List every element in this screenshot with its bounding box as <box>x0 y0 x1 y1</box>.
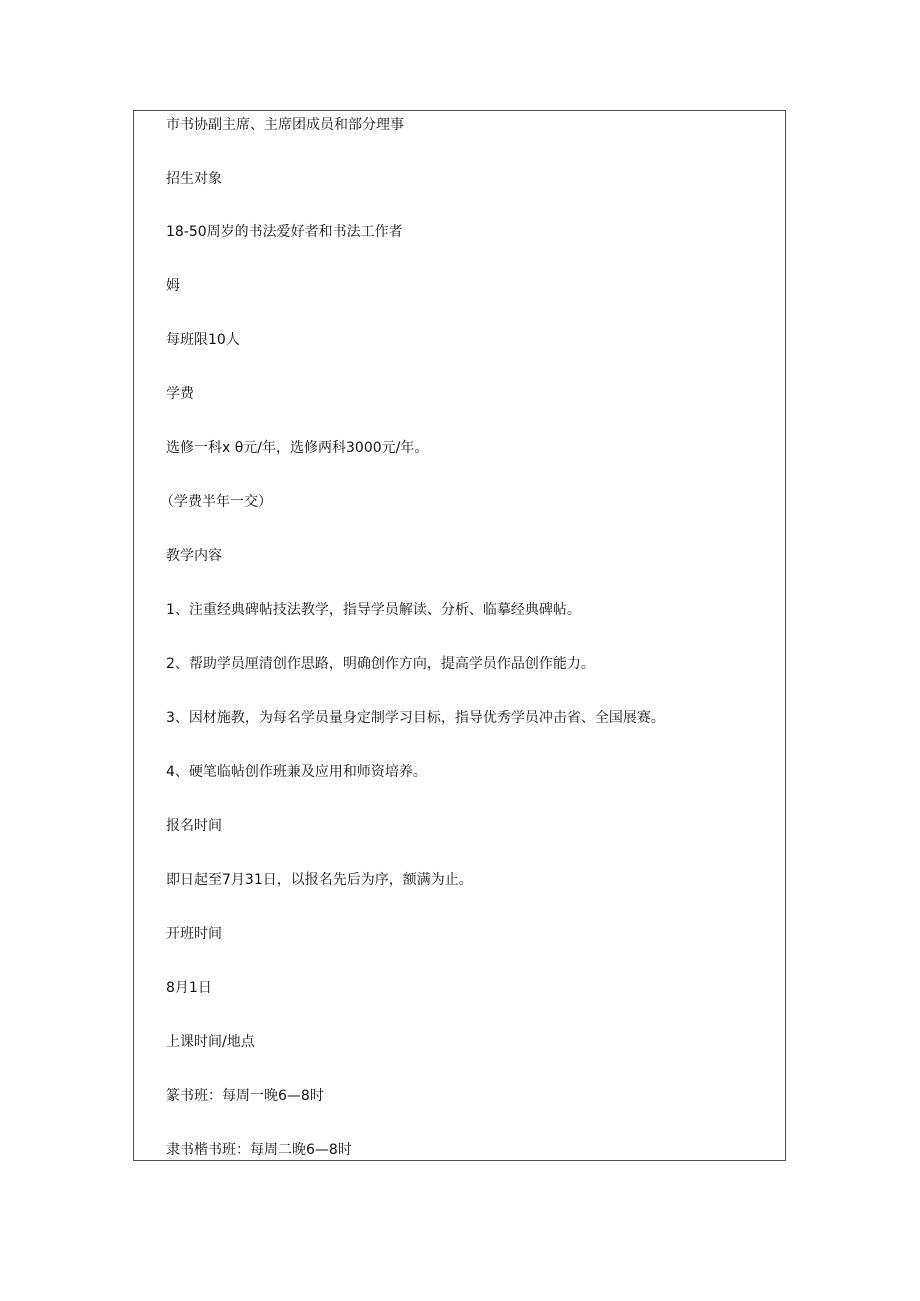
line-seal-script-class: 篆书班：每周一晚6—8时 <box>166 1088 324 1104</box>
line-stray-character: 姆 <box>166 278 180 294</box>
line-start-date: 8月1日 <box>166 980 212 996</box>
line-tuition-note: （学费半年一交） <box>160 494 272 510</box>
line-class-limit: 每班限10人 <box>166 332 240 348</box>
document-frame <box>133 110 786 1161</box>
teaching-item-3: 3、因材施教，为每名学员量身定制学习目标，指导优秀学员冲击省、全国展赛。 <box>166 710 665 726</box>
line-council-members: 市书协副主席、主席团成员和部分理事 <box>166 117 404 133</box>
teaching-item-4: 4、硬笔临帖创作班兼及应用和师资培养。 <box>166 764 427 780</box>
line-tuition-fees: 选修一科x θ元/年，选修两科3000元/年。 <box>166 440 429 456</box>
line-age-range: 18-50周岁的书法爱好者和书法工作者 <box>166 224 403 240</box>
heading-registration-time: 报名时间 <box>166 818 222 834</box>
heading-enrollment-target: 招生对象 <box>166 171 222 187</box>
line-registration-period: 即日起至7月31日，以报名先后为序，额满为止。 <box>166 872 473 888</box>
heading-class-time-location: 上课时间/地点 <box>166 1034 255 1050</box>
teaching-item-2: 2、帮助学员厘清创作思路，明确创作方向，提高学员作品创作能力。 <box>166 656 595 672</box>
teaching-item-1: 1、注重经典碑帖技法教学，指导学员解读、分析、临摹经典碑帖。 <box>166 602 581 618</box>
heading-start-time: 开班时间 <box>166 926 222 942</box>
line-clerical-regular-class: 隶书楷书班：每周二晚6—8时 <box>166 1142 352 1158</box>
heading-tuition: 学费 <box>166 386 194 402</box>
heading-teaching-content: 教学内容 <box>166 548 222 564</box>
